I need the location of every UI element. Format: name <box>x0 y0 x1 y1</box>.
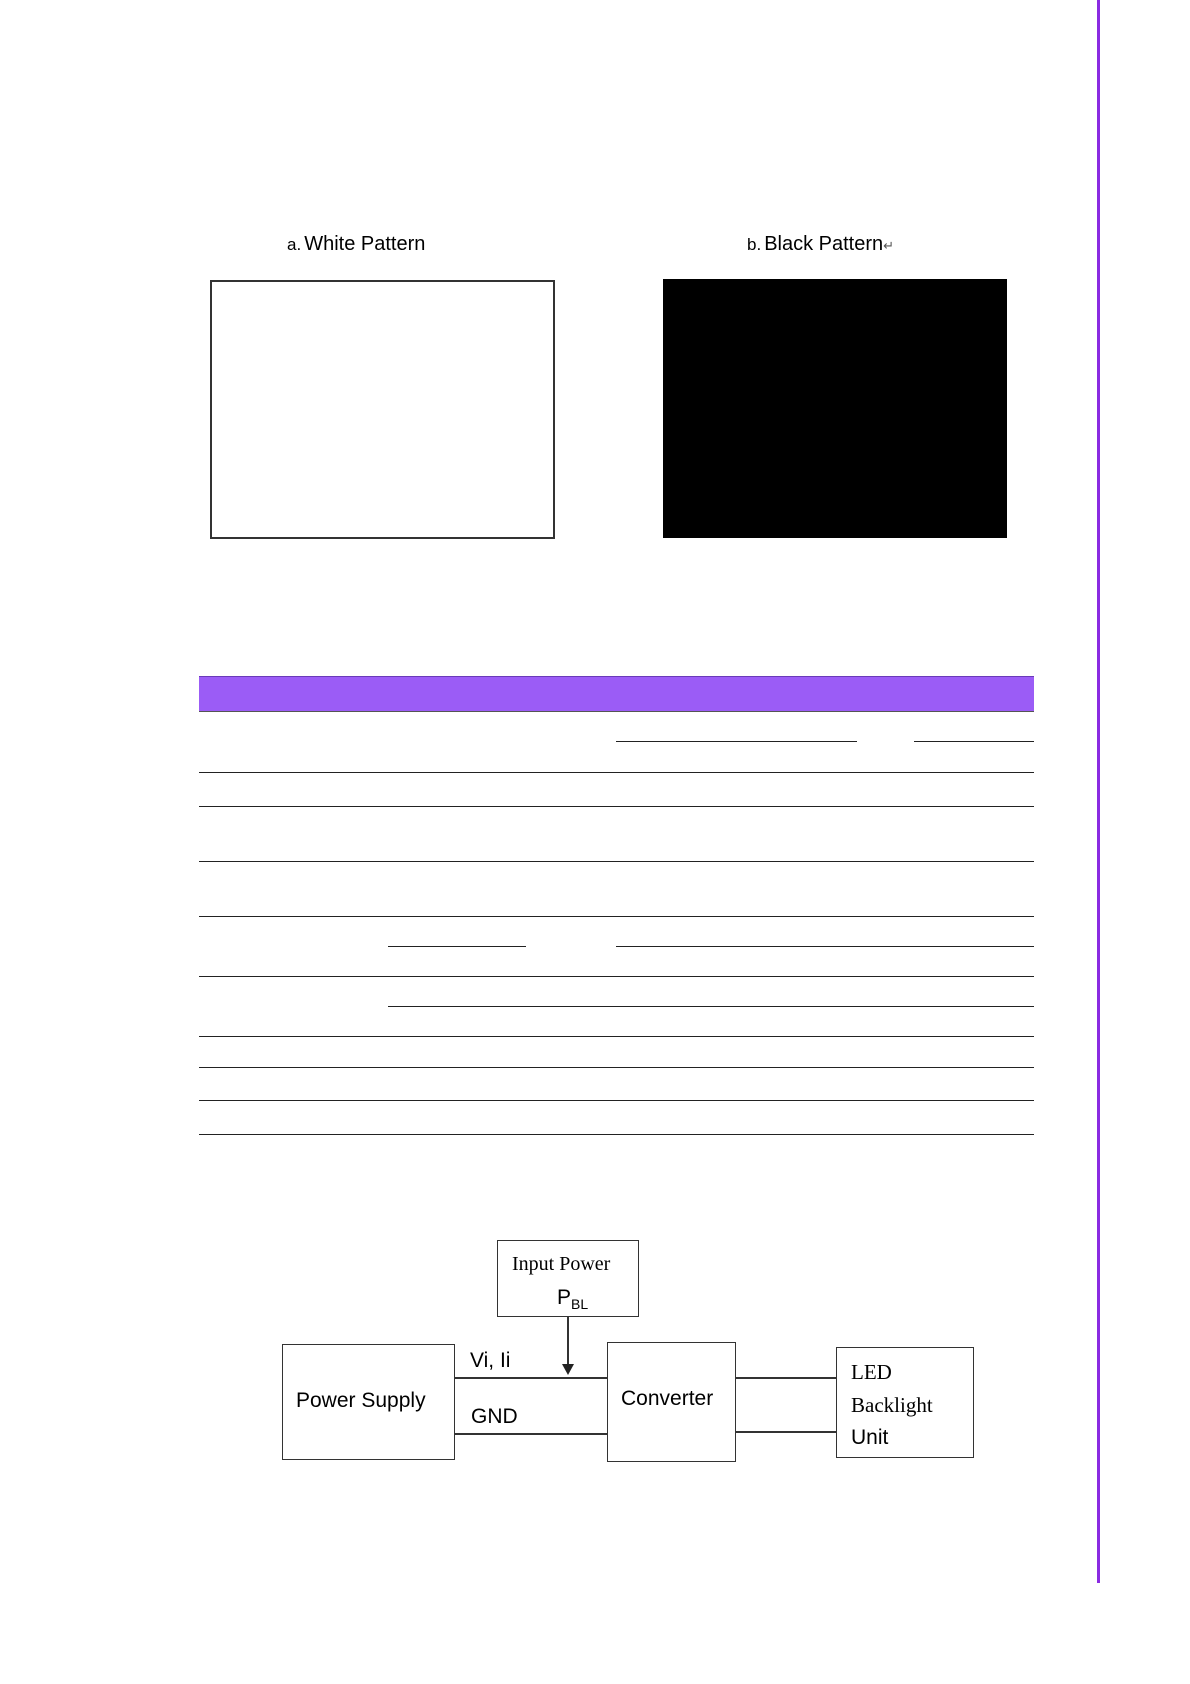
black-pattern-box <box>663 279 1007 538</box>
vi-wire <box>455 1377 607 1379</box>
table-rule <box>199 1067 1034 1068</box>
pbl-symbol <box>557 1286 588 1312</box>
converter-label: Converter <box>621 1387 714 1410</box>
black-pattern-prefix: b. <box>747 235 762 254</box>
table-rule <box>616 741 857 742</box>
white-pattern-caption <box>287 233 425 256</box>
white-pattern-prefix: a. <box>287 235 302 254</box>
table-rule <box>199 1036 1034 1037</box>
table-rule <box>914 741 1034 742</box>
white-pattern-box <box>210 280 555 539</box>
table-rule <box>199 976 1034 977</box>
table-rule <box>199 1100 1034 1101</box>
pbl-letter: P <box>557 1286 572 1309</box>
table-rule <box>199 916 1034 917</box>
black-pattern-label: Black Pattern <box>764 233 884 255</box>
table-rule <box>199 772 1034 773</box>
table-rule <box>199 806 1034 807</box>
led-wire-bottom <box>736 1431 836 1433</box>
led-label: LED <box>851 1360 892 1384</box>
input-power-label: Input Power <box>512 1253 611 1275</box>
table-rule <box>388 1006 1034 1007</box>
pbl-subscript: BL <box>571 1296 589 1313</box>
table-rule <box>199 1134 1034 1135</box>
paragraph-mark: ↵ <box>883 238 895 253</box>
table-rule <box>199 861 1034 862</box>
input-power-arrow-line <box>567 1317 569 1367</box>
table-header-bar <box>199 676 1034 712</box>
led-wire-top <box>736 1377 836 1379</box>
black-pattern-caption <box>747 233 894 256</box>
table-rule <box>388 946 526 947</box>
table-rule <box>616 946 1034 947</box>
power-supply-label: Power Supply <box>296 1389 426 1412</box>
gnd-wire <box>455 1433 607 1435</box>
unit-label: Unit <box>851 1426 889 1449</box>
backlight-label: Backlight <box>851 1393 933 1417</box>
white-pattern-label: White Pattern <box>304 233 426 255</box>
vi-ii-label: Vi, Ii <box>470 1349 511 1372</box>
input-power-arrowhead <box>562 1364 574 1375</box>
page-side-rule <box>1097 0 1100 1583</box>
gnd-label: GND <box>471 1405 518 1428</box>
